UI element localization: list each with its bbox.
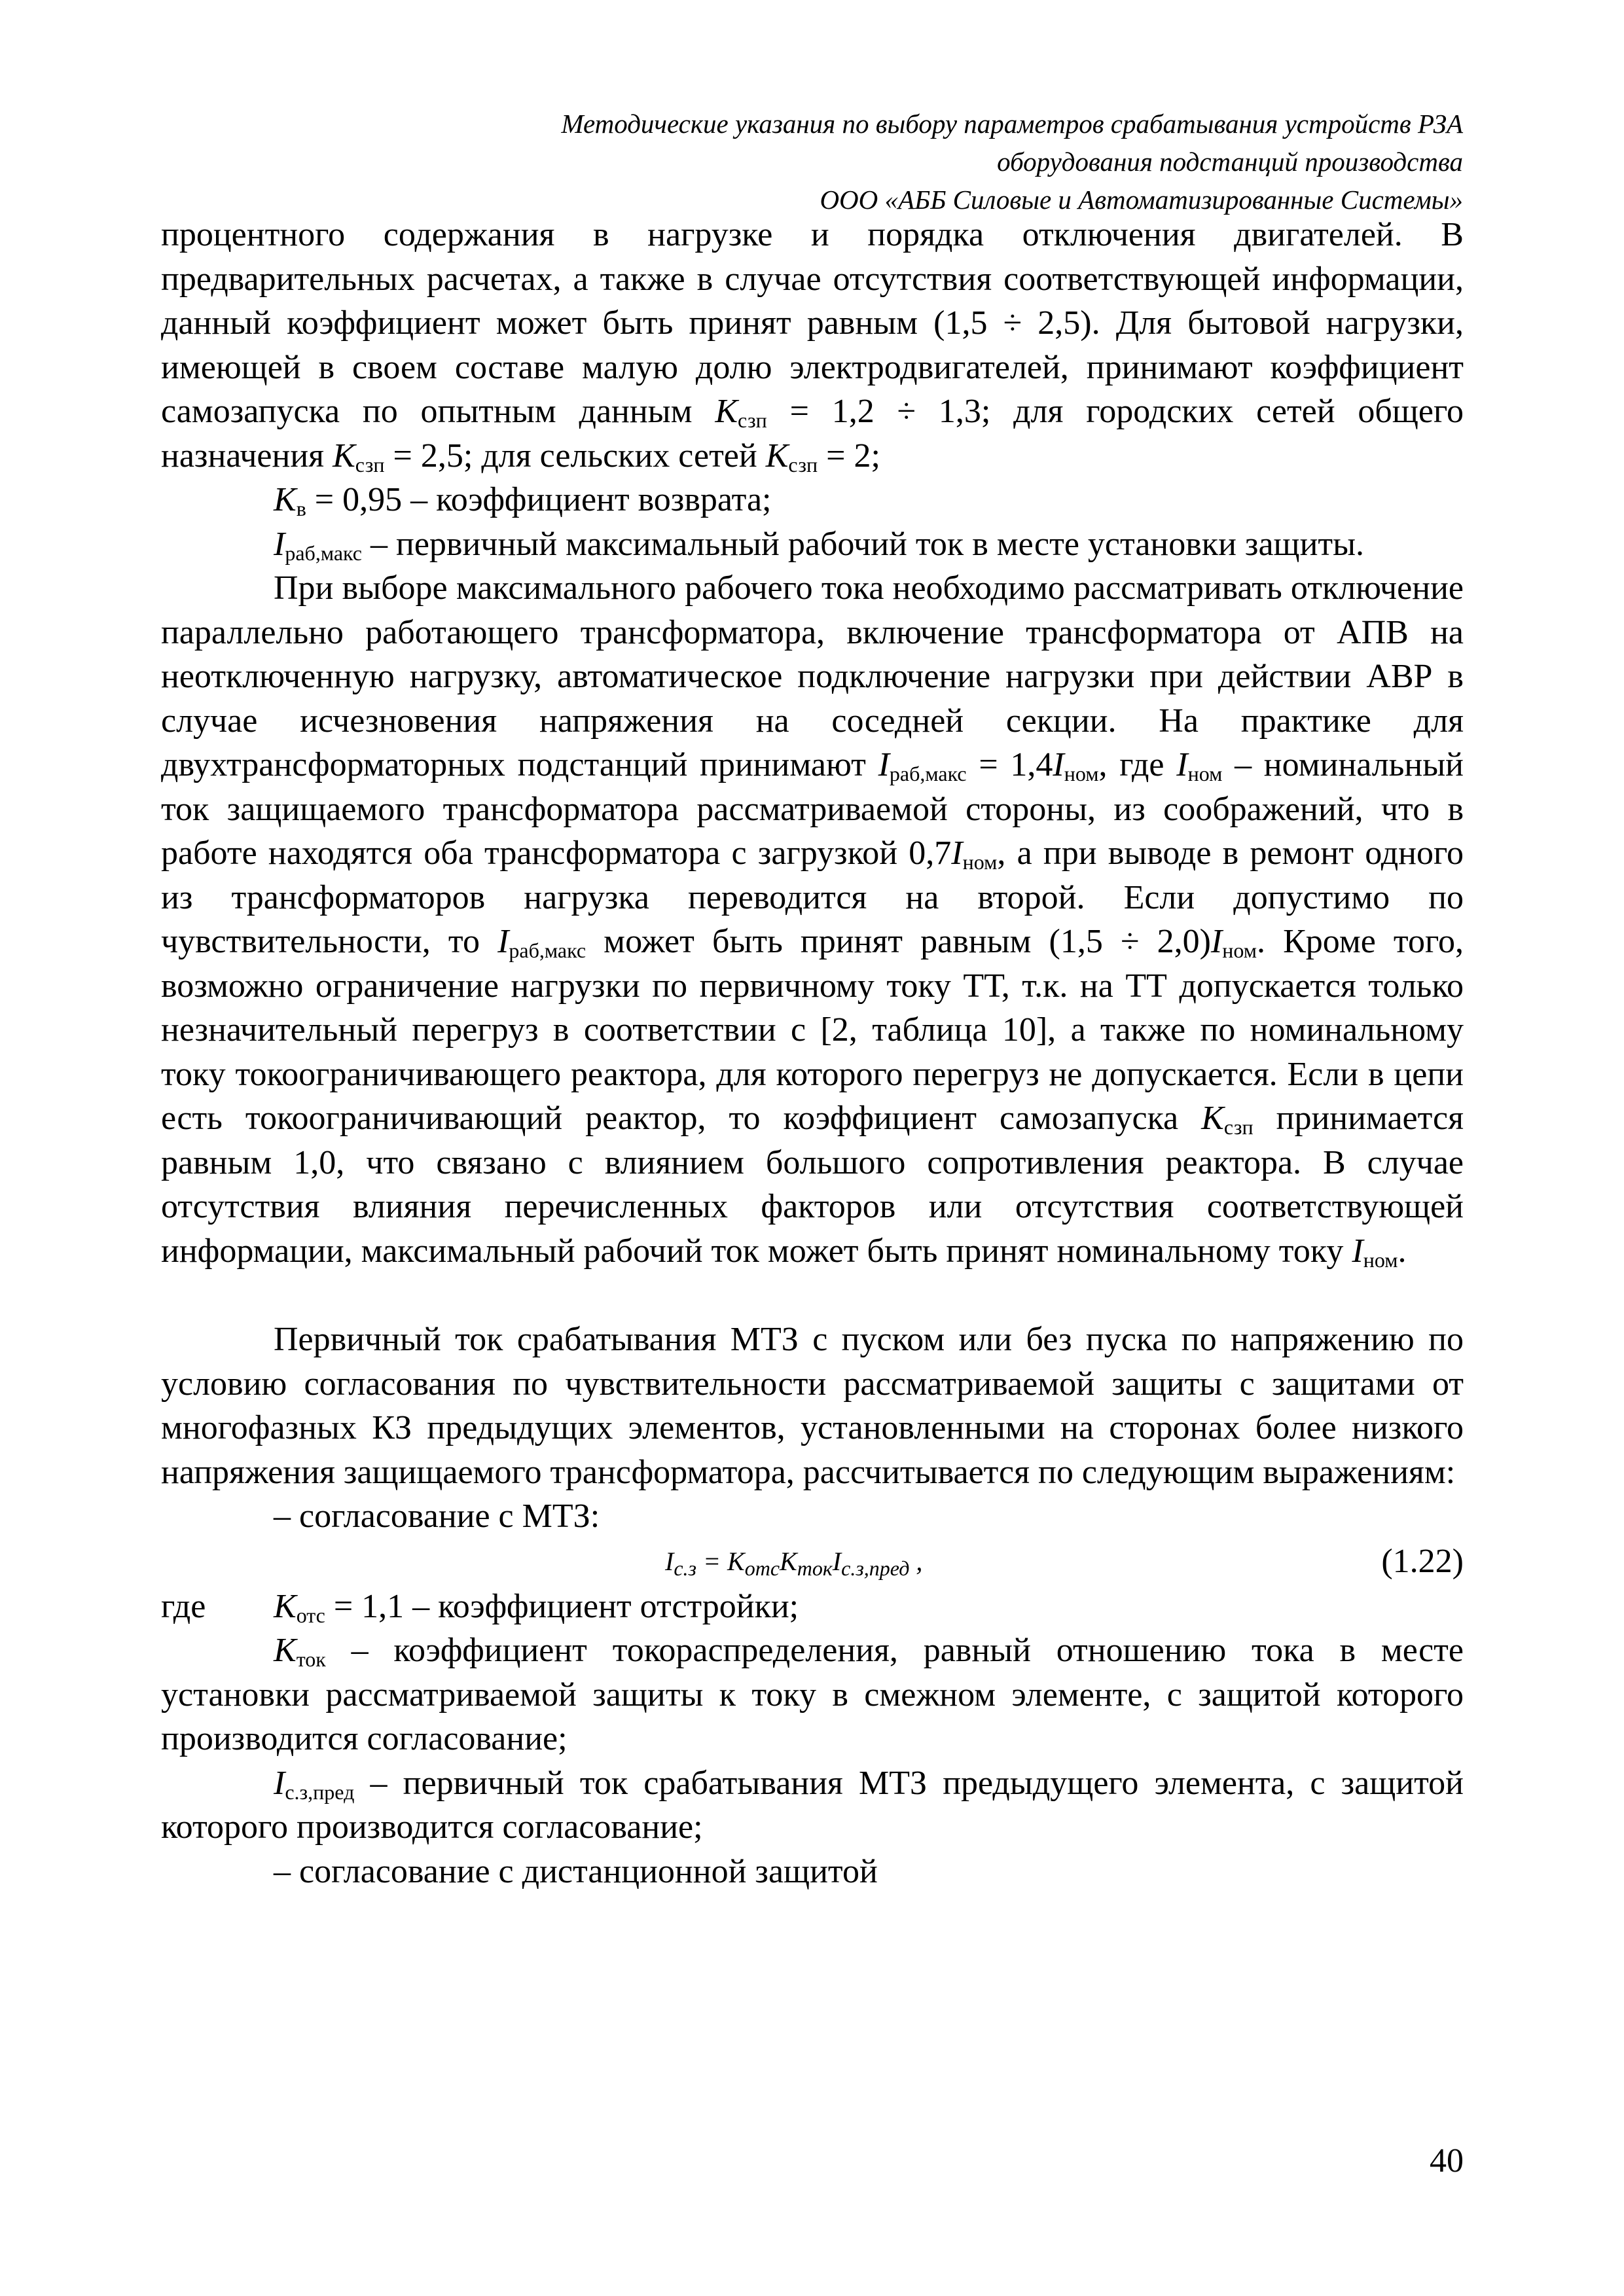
paragraph-continuation: процентного содержания в нагрузке и порядка отключения двигателей. В предварительных расчетах, а также в случае отсутствия соответствующей информации, данный коэффициент может быть принят равным (1,5 ÷ 2,5). Для бытовой нагрузки, имеющей в своем составе малую долю электродвигателей, принимают коэффициент самозапуска по опытным данным $K_{сзп} = 1,2 \div 1,3$; для городских сетей общего назначения $K_{сзп} = 2,5$; для сельских сетей $K_{сзп} = 2$; bbox=[161, 216, 1464, 476]
header-line-2: оборудования подстанций производства bbox=[997, 147, 1463, 177]
item-mtz: – согласование с МТЗ: bbox=[274, 1498, 600, 1535]
definition-isz-pred: $I_{с.з,пред}$ – первичный ток срабатывания МТЗ предыдущего элемента, с защитой которого производится согласование; bbox=[161, 1764, 1464, 1846]
header-line-3: ООО «АББ Силовые и Автоматизированные Системы» bbox=[820, 185, 1463, 215]
definition-irab: $I_{раб,макс}$ – первичный максимальный рабочий ток в месте установки защиты. bbox=[274, 525, 1365, 565]
definition-kots: где $K_{отс} = 1,1$ – коэффициент отстройки; bbox=[161, 1585, 1464, 1629]
body-text bbox=[161, 213, 1464, 1893]
paragraph-max-current: При выборе максимального рабочего тока необходимо рассматривать отключение параллельно работающего трансформатора, включение трансформатора от АПВ на неотключенную нагрузку, автоматическое подключение нагрузки при действии АВР в случае исчезновения напряжения на соседней секции. На практике для двухтрансформаторных подстанций принимают $I_{раб,макс} = 1,4I_{ном}$, где $I_{ном}$ – номинальный ток защищаемого трансформатора рассматриваемой стороны, из соображений, что в работе находятся оба трансформатора с загрузкой $0,7I_{ном}$, а при выводе в ремонт одного из трансформаторов нагрузка переводится на второй. Если допустимо по чувствительности, то $I_{раб,макс}$ может быть принят равным $(1,5 \div 2,0)I_{ном}$. Кроме того, возможно ограничение нагрузки по первичному току ТТ, т.к. на ТТ допускается только незначительный перегруз в соответствии с [2, таблица 10], а также по номинальному току токоограничивающего реактора, для которого перегруз не допускается. Если в цепи есть токоограничивающий реактор, то коэффициент самозапуска $K_{сзп}$ принимается равным 1,0, что связано с влиянием большого сопротивления реактора. В случае отсутствия влияния перечисленных факторов или отсутствия соответствующей информации, максимальный рабочий ток может быть принят номинальному току $I_{ном}$. bbox=[161, 569, 1464, 1272]
running-header bbox=[458, 105, 1463, 219]
equation-1-22 bbox=[161, 1539, 1464, 1585]
definition-kv: $K_в = 0,95$ – коэффициент возврата; bbox=[274, 481, 772, 520]
header-line-1: Методические указания по выбору параметров срабатывания устройств РЗА bbox=[561, 109, 1463, 139]
paragraph-gap bbox=[161, 1273, 1464, 1318]
where-word: где bbox=[161, 1587, 206, 1625]
equation-formula: $I_{с.з} = K_{отс}K_{ток}I_{с.з,пред}$ , bbox=[665, 1546, 923, 1580]
paragraph-mtz-coordination: Первичный ток срабатывания МТЗ с пуском или без пуска по напряжению по условию согласования по чувствительности рассматриваемой защиты с защитами от многофазных КЗ предыдущих элементов, установленными на сторонах более низкого напряжения защищаемого трансформатора, рассчитывается по следующим выражениям: bbox=[161, 1321, 1464, 1491]
item-distance: – согласование с дистанционной защитой bbox=[274, 1852, 878, 1890]
page-number: 40 bbox=[1430, 2142, 1464, 2179]
definition-ktok: $K_{ток}$ – коэффициент токораспределения, равный отношению тока в месте установки рассматриваемой защиты к току в смежном элементе, с защитой которого производится согласование; bbox=[161, 1632, 1464, 1757]
equation-number: (1.22) bbox=[1381, 1542, 1464, 1580]
